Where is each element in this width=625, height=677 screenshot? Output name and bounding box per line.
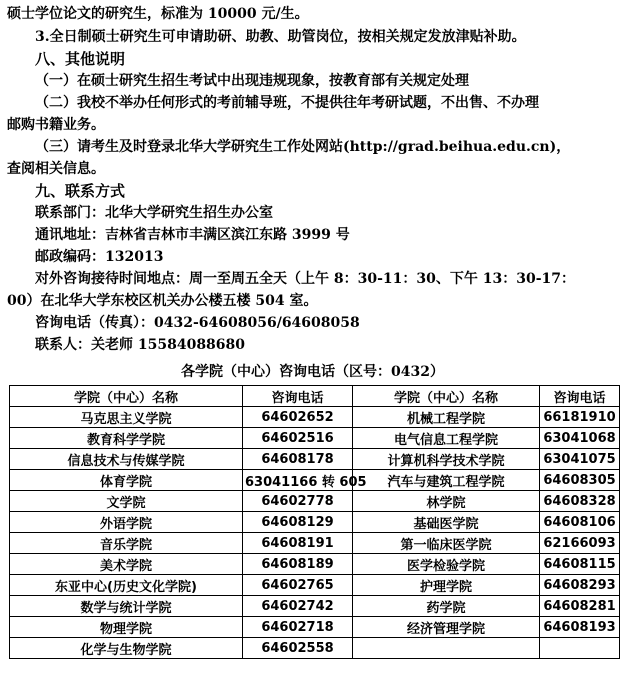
- header-college-name: 学院（中心）名称: [10, 386, 243, 407]
- header-phone: 咨询电话: [540, 386, 620, 407]
- body-line-assistantship: 3.全日制硕士研究生可申请助研、助教、助管岗位，按相关规定发放津贴补助。: [35, 29, 526, 45]
- contact-department: 联系部门：北华大学研究生招生办公室: [35, 205, 273, 221]
- college-name-cell: 化学与生物学院: [10, 638, 243, 659]
- phone-table: [9, 385, 620, 659]
- body-line-website: （三）请考生及时登录北华大学研究生工作处网站(http://grad.beihua.edu.cn)，: [35, 139, 571, 155]
- college-name-cell: 药学院: [353, 596, 540, 617]
- college-name-cell: 教育科学学院: [10, 428, 243, 449]
- college-name-cell: 经济管理学院: [353, 617, 540, 638]
- contact-postcode: 邮政编码：132013: [35, 249, 164, 265]
- table-row: [10, 596, 620, 617]
- table-row: [10, 512, 620, 533]
- table-row: [10, 638, 620, 659]
- header-college-name: 学院（中心）名称: [353, 386, 540, 407]
- contact-person: 联系人：关老师 15584088680: [35, 337, 246, 353]
- contact-address: 通讯地址：吉林省吉林市丰满区滨江东路 3999 号: [35, 227, 350, 243]
- college-name-cell: 第一临床医学院: [353, 533, 540, 554]
- table-caption: 各学院（中心）咨询电话（区号：0432）: [181, 364, 444, 380]
- table-row: [10, 491, 620, 512]
- phone-cell: 64608178: [243, 449, 353, 470]
- table-row: [10, 470, 620, 491]
- phone-cell: [540, 638, 620, 659]
- section-heading-contact: 九、联系方式: [35, 182, 126, 200]
- table-row: [10, 554, 620, 575]
- college-name-cell: 音乐学院: [10, 533, 243, 554]
- college-name-cell: 美术学院: [10, 554, 243, 575]
- phone-cell: 64602558: [243, 638, 353, 659]
- college-name-cell: 汽车与建筑工程学院: [353, 470, 540, 491]
- section-heading-other: 八、其他说明: [35, 50, 126, 68]
- phone-cell: 64608281: [540, 596, 620, 617]
- college-name-cell: 林学院: [353, 491, 540, 512]
- contact-hours-cont: 00）在北华大学东校区机关办公楼五楼 504 室。: [7, 293, 318, 309]
- contact-hours: 对外咨询接待时间地点：周一至周五全天（上午 8：30-11：30、下午 13：30-17：: [35, 271, 576, 287]
- body-line-violation: （一）在硕士研究生招生考试中出现违规现象，按教育部有关规定处理: [35, 73, 469, 89]
- phone-cell: 66181910: [540, 407, 620, 428]
- phone-cell: 64608106: [540, 512, 620, 533]
- phone-cell: 64602652: [243, 407, 353, 428]
- college-name-cell: 信息技术与传媒学院: [10, 449, 243, 470]
- college-name-cell: 物理学院: [10, 617, 243, 638]
- table-row: [10, 407, 620, 428]
- college-name-cell: 东亚中心(历史文化学院): [10, 575, 243, 596]
- body-line-no-tutoring: （二）我校不举办任何形式的考前辅导班，不提供往年考研试题，不出售、不办理: [35, 95, 539, 111]
- phone-cell: 64608193: [540, 617, 620, 638]
- college-name-cell: 马克思主义学院: [10, 407, 243, 428]
- table-header-row: [10, 386, 620, 407]
- phone-cell: 64608293: [540, 575, 620, 596]
- phone-cell: 64608328: [540, 491, 620, 512]
- college-name-cell: 计算机科学技术学院: [353, 449, 540, 470]
- phone-cell: 64608189: [243, 554, 353, 575]
- college-name-cell: 护理学院: [353, 575, 540, 596]
- college-name-cell: 机械工程学院: [353, 407, 540, 428]
- phone-cell: 64602778: [243, 491, 353, 512]
- table-row: [10, 533, 620, 554]
- college-name-cell: 外语学院: [10, 512, 243, 533]
- table-row: [10, 617, 620, 638]
- body-line-no-tutoring-cont: 邮购书籍业务。: [7, 117, 105, 133]
- phone-cell: 62166093: [540, 533, 620, 554]
- phone-cell: 64602765: [243, 575, 353, 596]
- phone-cell: 64608129: [243, 512, 353, 533]
- college-name-cell: 体育学院: [10, 470, 243, 491]
- phone-cell: 64602516: [243, 428, 353, 449]
- college-name-cell: 电气信息工程学院: [353, 428, 540, 449]
- phone-cell: 63041075: [540, 449, 620, 470]
- table-row: [10, 428, 620, 449]
- phone-cell: 64608115: [540, 554, 620, 575]
- phone-cell: 64602718: [243, 617, 353, 638]
- table-row: [10, 449, 620, 470]
- phone-cell: 63041068: [540, 428, 620, 449]
- phone-cell: 64608191: [243, 533, 353, 554]
- college-name-cell: 基础医学院: [353, 512, 540, 533]
- body-line-website-cont: 查阅相关信息。: [7, 161, 105, 177]
- phone-cell: 64608305: [540, 470, 620, 491]
- body-line-fee: 硕士学位论文的研究生，标准为 10000 元/生。: [7, 6, 309, 22]
- table-row: [10, 575, 620, 596]
- college-name-cell: [353, 638, 540, 659]
- phone-cell: 63041166 转 605: [243, 470, 353, 491]
- table-body: [10, 407, 620, 659]
- college-name-cell: 数学与统计学院: [10, 596, 243, 617]
- header-phone: 咨询电话: [243, 386, 353, 407]
- college-name-cell: 文学院: [10, 491, 243, 512]
- college-name-cell: 医学检验学院: [353, 554, 540, 575]
- phone-cell: 64602742: [243, 596, 353, 617]
- contact-phone: 咨询电话（传真）：0432-64608056/64608058: [35, 315, 360, 331]
